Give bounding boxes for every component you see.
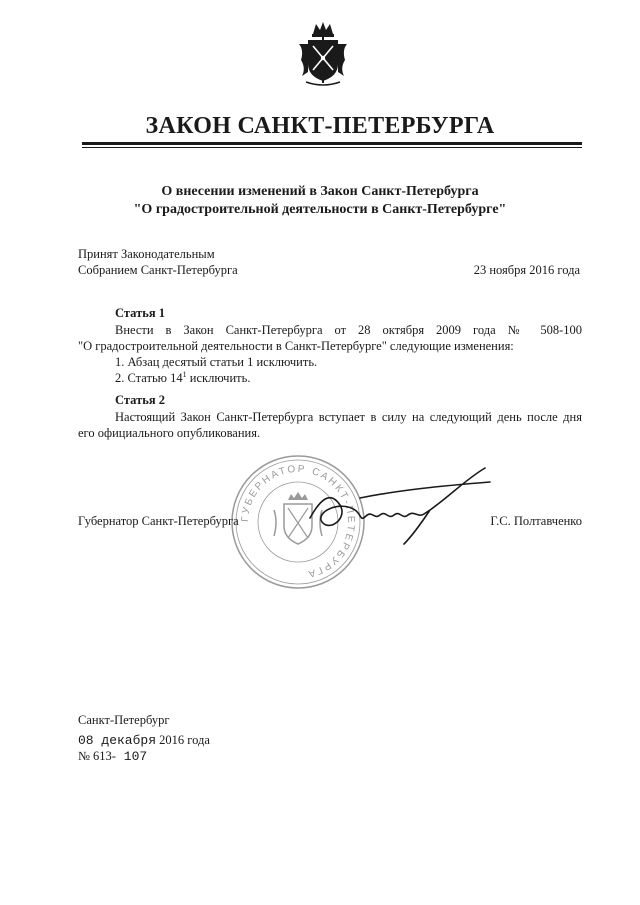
adopted-by-line-1: Принят Законодательным	[78, 247, 215, 261]
governor-signature	[300, 460, 500, 550]
title-rule-thin	[82, 147, 582, 148]
seal-text: ГУБЕРНАТОР САНКТ-ПЕТЕРБУРГА	[239, 463, 357, 580]
law-number-prefix: № 613-	[78, 749, 116, 763]
issue-city: Санкт-Петербург	[78, 713, 170, 727]
governor-name: Г.С. Полтавченко	[490, 514, 582, 528]
issue-date-year: 2016 года	[156, 733, 210, 747]
law-number-stamped: 107	[115, 749, 148, 764]
subtitle-line-1: О внесении изменений в Закон Санкт-Петербурга	[161, 184, 479, 199]
item-2-text-end: исключить.	[186, 371, 251, 385]
article-2-paragraph-line-2: его официального опубликования.	[78, 426, 261, 440]
article-1-paragraph-line-1: Внести в Закон Санкт-Петербурга от 28 октября 2009 года № 508-100	[115, 323, 582, 337]
article-1-heading: Статья 1	[115, 306, 165, 320]
item-2-superscript: 1	[182, 369, 187, 379]
document-title: ЗАКОН САНКТ-ПЕТЕРБУРГА	[145, 113, 495, 139]
governor-title: Губернатор Санкт-Петербурга	[78, 514, 239, 528]
article-2-paragraph-line-1: Настоящий Закон Санкт-Петербурга вступает в силу на следующий день после дня	[115, 410, 582, 424]
adopted-date: 23 ноября 2016 года	[473, 263, 580, 277]
article-1-item-1: 1. Абзац десятый статьи 1 исключить.	[115, 355, 318, 369]
subtitle-line-2: "О градостроительной деятельности в Санкт-Петербурге"	[133, 202, 507, 217]
issue-date-stamped: 08 декабря	[78, 733, 157, 748]
title-rule-thick	[82, 142, 582, 145]
issue-date	[78, 732, 210, 749]
item-2-text: 2. Статью 14	[115, 371, 183, 385]
article-1-paragraph-line-2: "О градостроительной деятельности в Санкт-Петербурге" следующие изменения:	[78, 339, 514, 353]
article-2-heading: Статья 2	[115, 393, 165, 407]
article-1-item-2	[115, 370, 250, 386]
law-number	[78, 748, 147, 765]
adopted-by-line-2: Собранием Санкт-Петербурга	[78, 263, 238, 277]
coat-of-arms-emblem	[296, 20, 350, 88]
